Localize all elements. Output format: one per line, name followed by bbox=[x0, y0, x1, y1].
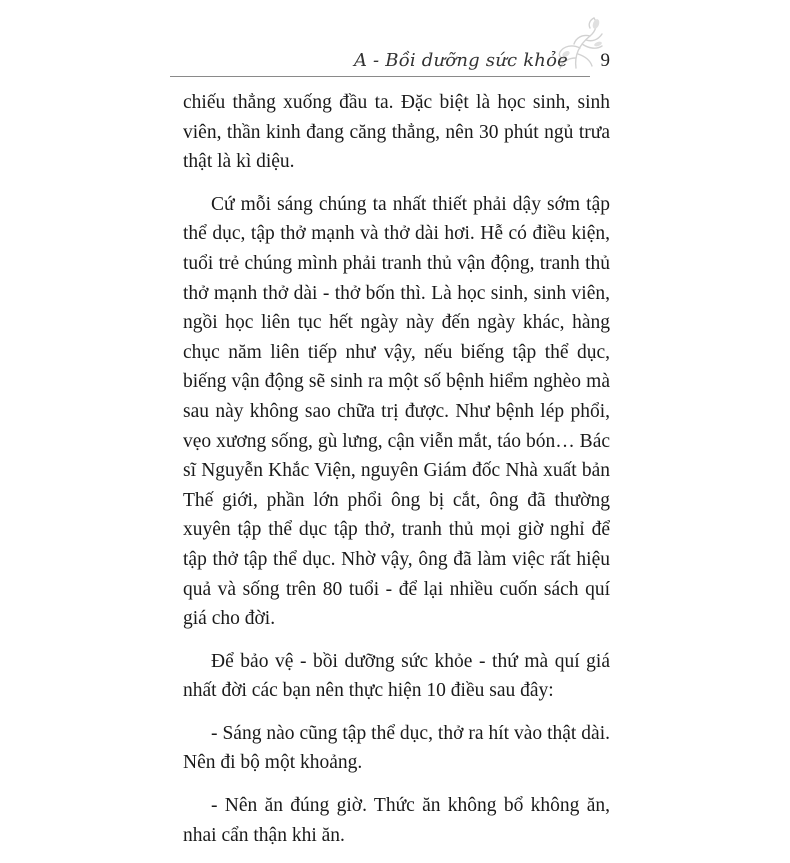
list-item: - Sáng nào cũng tập thể dục, thở ra hít vào thật dài. Nên đi bộ một khoảng. bbox=[183, 722, 610, 774]
page-number: 9 bbox=[600, 50, 610, 71]
header-divider bbox=[170, 76, 590, 77]
list-item: - Nên ăn đúng giờ. Thức ăn không bổ không ăn, nhai cẩn thận khi ăn. bbox=[183, 795, 610, 846]
body-text bbox=[183, 88, 610, 863]
running-header bbox=[170, 46, 620, 76]
paragraph: Để bảo vệ - bồi dưỡng sức khỏe - thứ mà quí giá nhất đời các bạn nên thực hiện 10 điều sau đây: bbox=[183, 650, 610, 702]
paragraph: Cứ mỗi sáng chúng ta nhất thiết phải dậy sớm tập thể dục, tập thở mạnh và thở dài hơi. Hễ có điều kiện, tuổi trẻ chúng mình phải tranh thủ vận động, tranh thủ thở mạnh thở dài - thở bốn thì. Là học sinh, sinh viên, ngồi học liên tục hết ngày này đến ngày khác, hàng chục năm liên tiếp như vậy, nếu biếng tập thể dục, biếng vận động sẽ sinh ra một số bệnh hiểm nghèo mà sau này không sao chữa trị được. Như bệnh lép phổi, vẹo xương sống, gù lưng, cận viễn mắt, táo bón… Bác sĩ Nguyễn Khắc Viện, nguyên Giám đốc Nhà xuất bản Thế giới, phần lớn phổi ông bị cắt, ông đã thường xuyên tập thể dục tập thở, tranh thủ mọi giờ nghỉ để tập thở tập thể dục. Nhờ vậy, ông đã làm việc rất hiệu quả và sống trên 80 tuổi - để lại nhiều cuốn sách quí giá cho đời. bbox=[183, 193, 610, 630]
paragraph: chiếu thẳng xuống đầu ta. Đặc biệt là học sinh, sinh viên, thần kinh đang căng thẳng, nên 30 phút ngủ trưa thật là kì diệu. bbox=[183, 92, 610, 173]
chapter-title: A - Bồi dưỡng sức khỏe bbox=[353, 50, 568, 71]
